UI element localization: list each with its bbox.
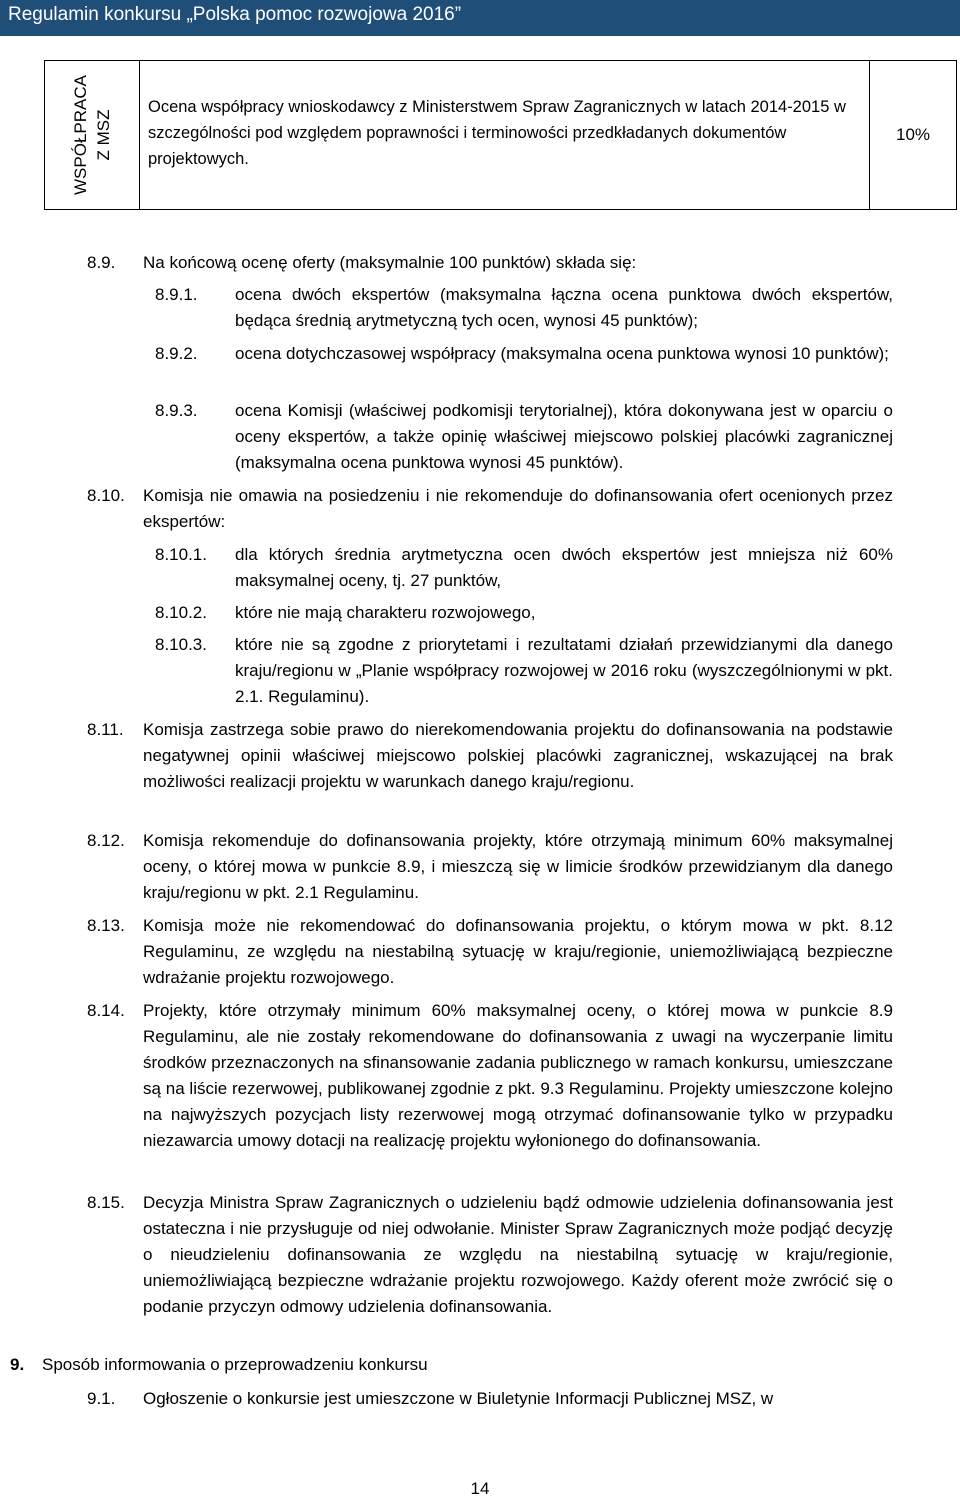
subsection-text: które nie są zgodne z priorytetami i rezultatami działań przewidzianymi dla danego kraju/regionu w „Planie współpracy rozwojowej w 2016 roku (wyszczególnionymi w pkt. 2.1. Regulaminu). — [235, 635, 893, 706]
section-number: 8.15. — [87, 1193, 125, 1212]
section-text: Komisja może nie rekomendować do dofinansowania projektu, o którym mowa w pkt. 8.12 Regulaminu, ze względu na niestabilną sytuację w kraju/regionie, uniemożliwiającą bezpieczne wdrażanie projektu rozwojowego. — [143, 916, 893, 987]
document-header — [0, 0, 960, 36]
criteria-row — [45, 61, 957, 210]
section-text: Decyzja Ministra Spraw Zagranicznych o udzieleniu bądź odmowie udzielenia dofinansowania jest ostateczna i nie przysługuje od niej odwołanie. Minister Spraw Zagranicznych może podjąć decyzję o nieudzieleniu dofinansowania ze względu na niestabilną sytuację w kraju/regionie, uniemożliwiającą bezpieczne wdrażanie projektu rozwojowego. Każdy oferent może zwrócić się o podanie przyczyn odmowy udzielenia dofinansowania. — [143, 1193, 893, 1316]
section-text: Komisja rekomenduje do dofinansowania projekty, które otrzymają minimum 60% maksymalnej oceny, o której mowa w punkcie 8.9, i mieszczą się w limicie środków przewidzianym dla danego kraju/regionu w pkt. 2.1 Regulaminu. — [143, 831, 893, 902]
section-text: Projekty, które otrzymały minimum 60% maksymalnej oceny, o której mowa w punkcie 8.9 Regulaminu, ale nie zostały rekomendowane do dofinansowania z uwagi na wyczerpanie limitu środków przeznaczonych na sfinansowanie zadania publicznego w ramach konkursu, umieszczane są na liście rezerwowej, publikowanej zgodnie z pkt. 9.3 Regulaminu. Projekty umieszczone kolejno na najwyższych pozycjach listy rezerwowej mogą otrzymać dofinansowanie tylko w przypadku niezawarcia umowy dotacji na realizację projektu wyłonionego do dofinansowania. — [143, 1001, 893, 1150]
section-text: Komisja zastrzega sobie prawo do nierekomendowania projektu do dofinansowania na podstawie negatywnej opinii właściwej miejscowo polskiej placówki zagranicznej, wskazującej na brak możliwości realizacji projektu w warunkach danego kraju/regionu. — [143, 720, 893, 791]
subsection-number: 8.10.3. — [155, 635, 207, 654]
section-number: 9.1. — [87, 1389, 116, 1408]
section-number: 8.9. — [87, 253, 116, 272]
section-text: Komisja nie omawia na posiedzeniu i nie rekomenduje do dofinansowania ofert ocenionych przez ekspertów: — [143, 486, 893, 531]
subsection-text: ocena dwóch ekspertów (maksymalna łączna ocena punktowa dwóch ekspertów, będąca średnią arytmetyczną tych ocen, wynosi 45 punktów); — [235, 285, 893, 330]
section-number: 8.13. — [87, 916, 125, 935]
section-number: 8.14. — [87, 1001, 125, 1020]
section-text: Ogłoszenie o konkursie jest umieszczone w Biuletynie Informacji Publicznej MSZ, w — [143, 1389, 774, 1408]
section-number: 8.11. — [87, 720, 124, 739]
criteria-table — [44, 60, 957, 210]
chapter-number: 9. — [10, 1355, 25, 1374]
section-text: Na końcową ocenę oferty (maksymalnie 100 punktów) składa się: — [143, 253, 637, 272]
subsection-number: 8.9.2. — [155, 344, 198, 363]
section-number: 8.12. — [87, 831, 125, 850]
subsection-text: które nie mają charakteru rozwojowego, — [235, 603, 536, 622]
subsection-text: dla których średnia arytmetyczna ocen dwóch ekspertów jest mniejsza niż 60% maksymalnej oceny, tj. 27 punktów, — [235, 545, 893, 590]
subsection-text: ocena dotychczasowej współpracy (maksymalna ocena punktowa wynosi 10 punktów); — [235, 344, 889, 363]
subsection-number: 8.10.2. — [155, 603, 207, 622]
category-label: WSPÓŁPRACA Z MSZ — [71, 75, 113, 195]
category-cell — [45, 61, 140, 210]
chapter-title: Sposób informowania o przeprowadzeniu konkursu — [42, 1355, 428, 1374]
section-number: 8.10. — [87, 486, 125, 505]
criteria-weight: 10% — [870, 61, 957, 210]
page-number: 14 — [470, 1479, 490, 1498]
document-title: Regulamin konkursu „Polska pomoc rozwojowa 2016” — [8, 4, 462, 25]
subsection-number: 8.10.1. — [155, 545, 207, 564]
subsection-number: 8.9.3. — [155, 401, 198, 420]
criteria-description: Ocena współpracy wnioskodawcy z Ministerstwem Spraw Zagranicznych w latach 2014-2015 w szczególności pod względem poprawności i terminowości przedkładanych dokumentów projektowych. — [140, 61, 870, 210]
subsection-number: 8.9.1. — [155, 285, 198, 304]
subsection-text: ocena Komisji (właściwej podkomisji terytorialnej), która dokonywana jest w oparciu o oceny ekspertów, a także opinię właściwej miejscowo polskiej placówki zagranicznej (maksymalna ocena punktowa wynosi 45 punktów). — [235, 401, 893, 472]
